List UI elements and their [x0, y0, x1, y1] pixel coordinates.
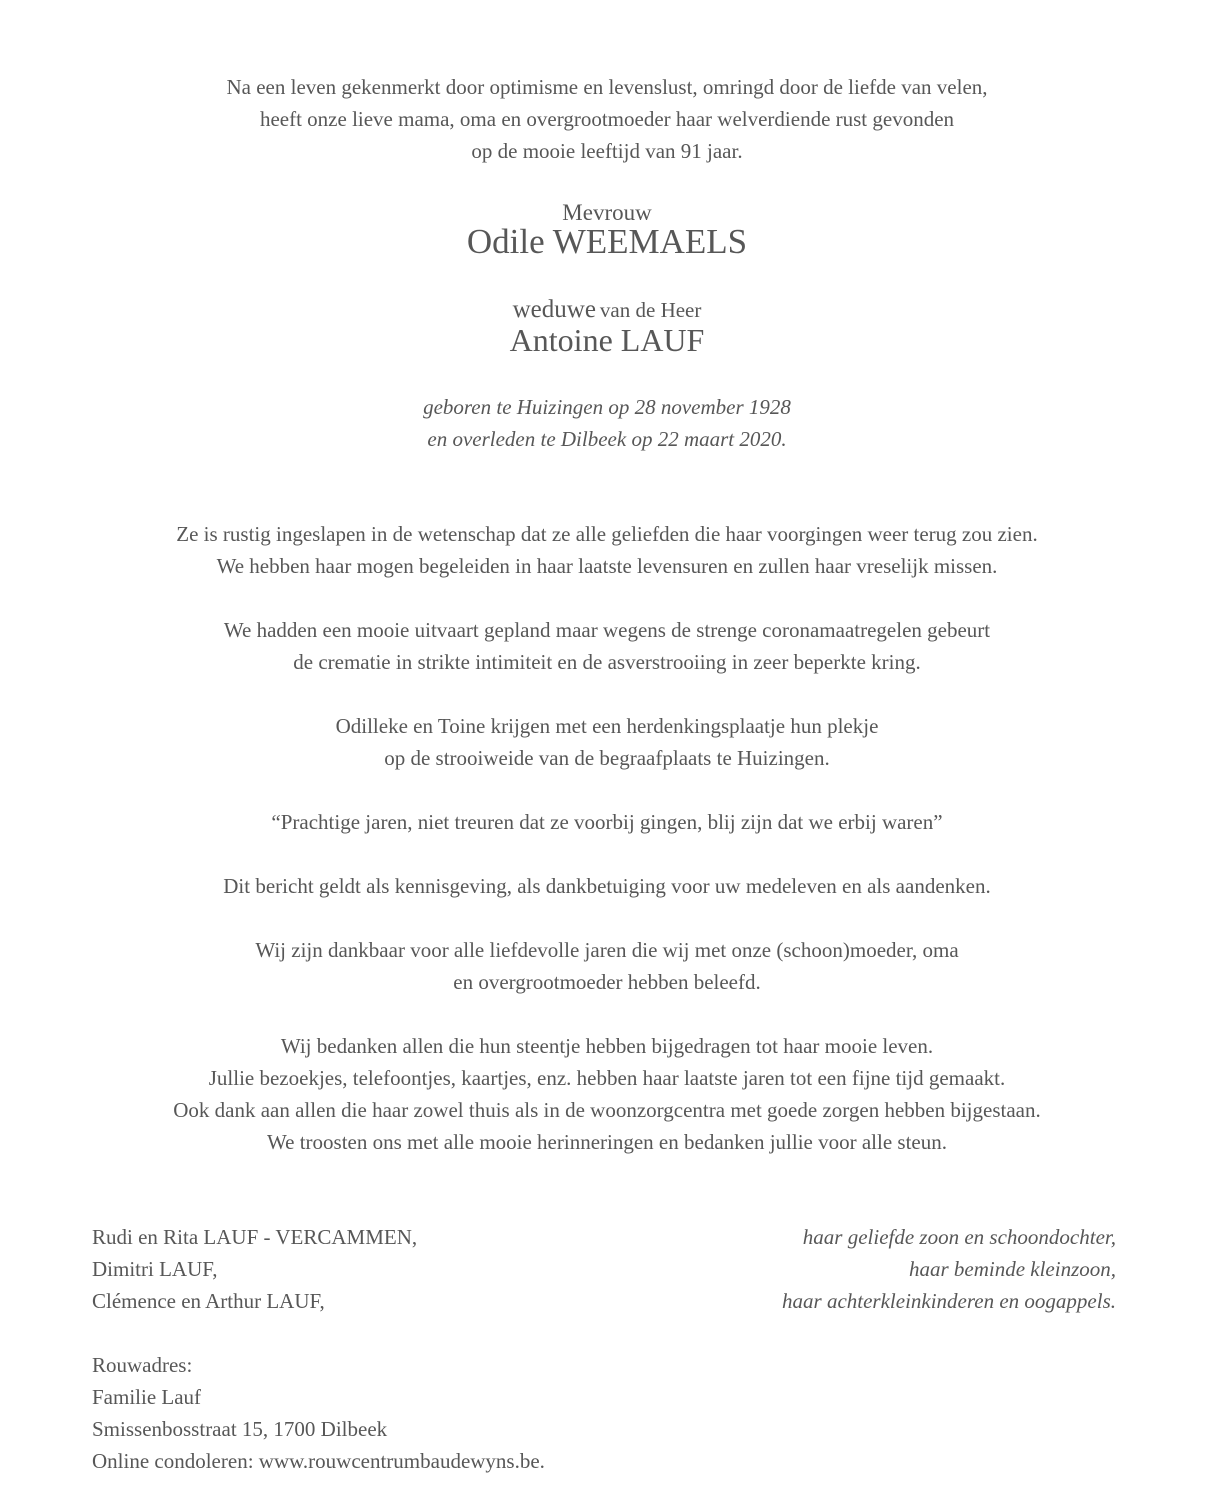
- paragraph-line: Ook dank aan allen die haar zowel thuis als in de woonzorgcentra met goede zorgen hebben bijgestaan.: [173, 1098, 1041, 1122]
- paragraph-line: Ze is rustig ingeslapen in de wetenschap dat ze alle geliefden die haar voorgingen weer terug zou zien.: [176, 522, 1038, 546]
- paragraph: [0, 870, 1214, 902]
- mourning-address: [92, 1349, 545, 1477]
- paragraph-line: en overgrootmoeder hebben beleefd.: [453, 970, 761, 994]
- paragraph-line: We troosten ons met alle mooie herinneringen en bedanken jullie voor alle steun.: [266, 1130, 948, 1154]
- family-list: [92, 1221, 1116, 1317]
- intro-line: heeft onze lieve mama, oma en overgrootmoeder haar welverdiende rust gevonden: [259, 107, 955, 131]
- paragraph-line: Jullie bezoekjes, telefoontjes, kaartjes, enz. hebben haar laatste jaren tot een fijne tijd gemaakt.: [208, 1066, 1006, 1090]
- paragraph-line: Wij zijn dankbaar voor alle liefdevolle jaren die wij met onze (schoon)moeder, oma: [255, 938, 959, 962]
- intro-text: [0, 71, 1214, 167]
- paragraph-line: We hebben haar mogen begeleiden in haar laatste levensuren en zullen haar vreselijk missen.: [216, 554, 998, 578]
- body-text: [0, 518, 1214, 1158]
- paragraph: [0, 710, 1214, 774]
- address-family: Familie Lauf: [92, 1385, 202, 1409]
- quote-paragraph: [0, 806, 1214, 838]
- family-row: [92, 1221, 1116, 1253]
- family-names: Clémence en Arthur LAUF,: [92, 1289, 325, 1313]
- widow-word: weduwe: [512, 296, 596, 323]
- quote-line: “Prachtige jaren, niet treuren dat ze voorbij gingen, blij zijn dat we erbij waren”: [271, 810, 943, 834]
- widow-relation: van de Heer: [599, 298, 702, 322]
- paragraph-line: Odilleke en Toine krijgen met een herdenkingsplaatje hun plekje: [335, 714, 879, 738]
- paragraph: [0, 518, 1214, 582]
- death-line: en overleden te Dilbeek op 22 maart 2020.: [427, 427, 787, 451]
- family-role: haar beminde kleinzoon,: [908, 1257, 1116, 1281]
- paragraph-line: We hadden een mooie uitvaart gepland maar wegens de strenge coronamaatregelen gebeurt: [223, 618, 991, 642]
- deceased-name: Odile WEEMAELS: [466, 222, 748, 261]
- family-role: haar geliefde zoon en schoondochter,: [802, 1225, 1116, 1249]
- birth-line: geboren te Huizingen op 28 november 1928: [423, 395, 791, 419]
- paragraph: [0, 1030, 1214, 1158]
- family-names: Rudi en Rita LAUF - VERCAMMEN,: [92, 1225, 418, 1249]
- deceased-honorific: Mevrouw: [562, 200, 652, 225]
- spouse-name: Antoine LAUF: [509, 322, 705, 358]
- paragraph-line: de crematie in strikte intimiteit en de asverstrooiing in zeer beperkte kring.: [293, 650, 921, 674]
- paragraph-line: Wij bedanken allen die hun steentje hebben bijgedragen tot haar mooie leven.: [280, 1034, 934, 1058]
- online-condolence-link[interactable]: Online condoleren: www.rouwcentrumbaudewyns.be.: [92, 1449, 545, 1473]
- paragraph-line: op de strooiweide van de begraafplaats te Huizingen.: [384, 746, 830, 770]
- family-names: Dimitri LAUF,: [92, 1257, 218, 1281]
- intro-line: op de mooie leeftijd van 91 jaar.: [471, 139, 743, 163]
- intro-line: Na een leven gekenmerkt door optimisme en levenslust, omringd door de liefde van velen,: [226, 75, 988, 99]
- family-row: [92, 1253, 1116, 1285]
- address-street: Smissenbosstraat 15, 1700 Dilbeek: [92, 1417, 388, 1441]
- family-row: [92, 1285, 1116, 1317]
- family-role: haar achterkleinkinderen en oogappels.: [782, 1289, 1116, 1313]
- address-label: Rouwadres:: [92, 1353, 193, 1377]
- paragraph-line: Dit bericht geldt als kennisgeving, als dankbetuiging voor uw medeleven en als aandenken.: [223, 874, 991, 898]
- paragraph: [0, 614, 1214, 678]
- paragraph: [0, 934, 1214, 998]
- life-dates: [0, 391, 1214, 455]
